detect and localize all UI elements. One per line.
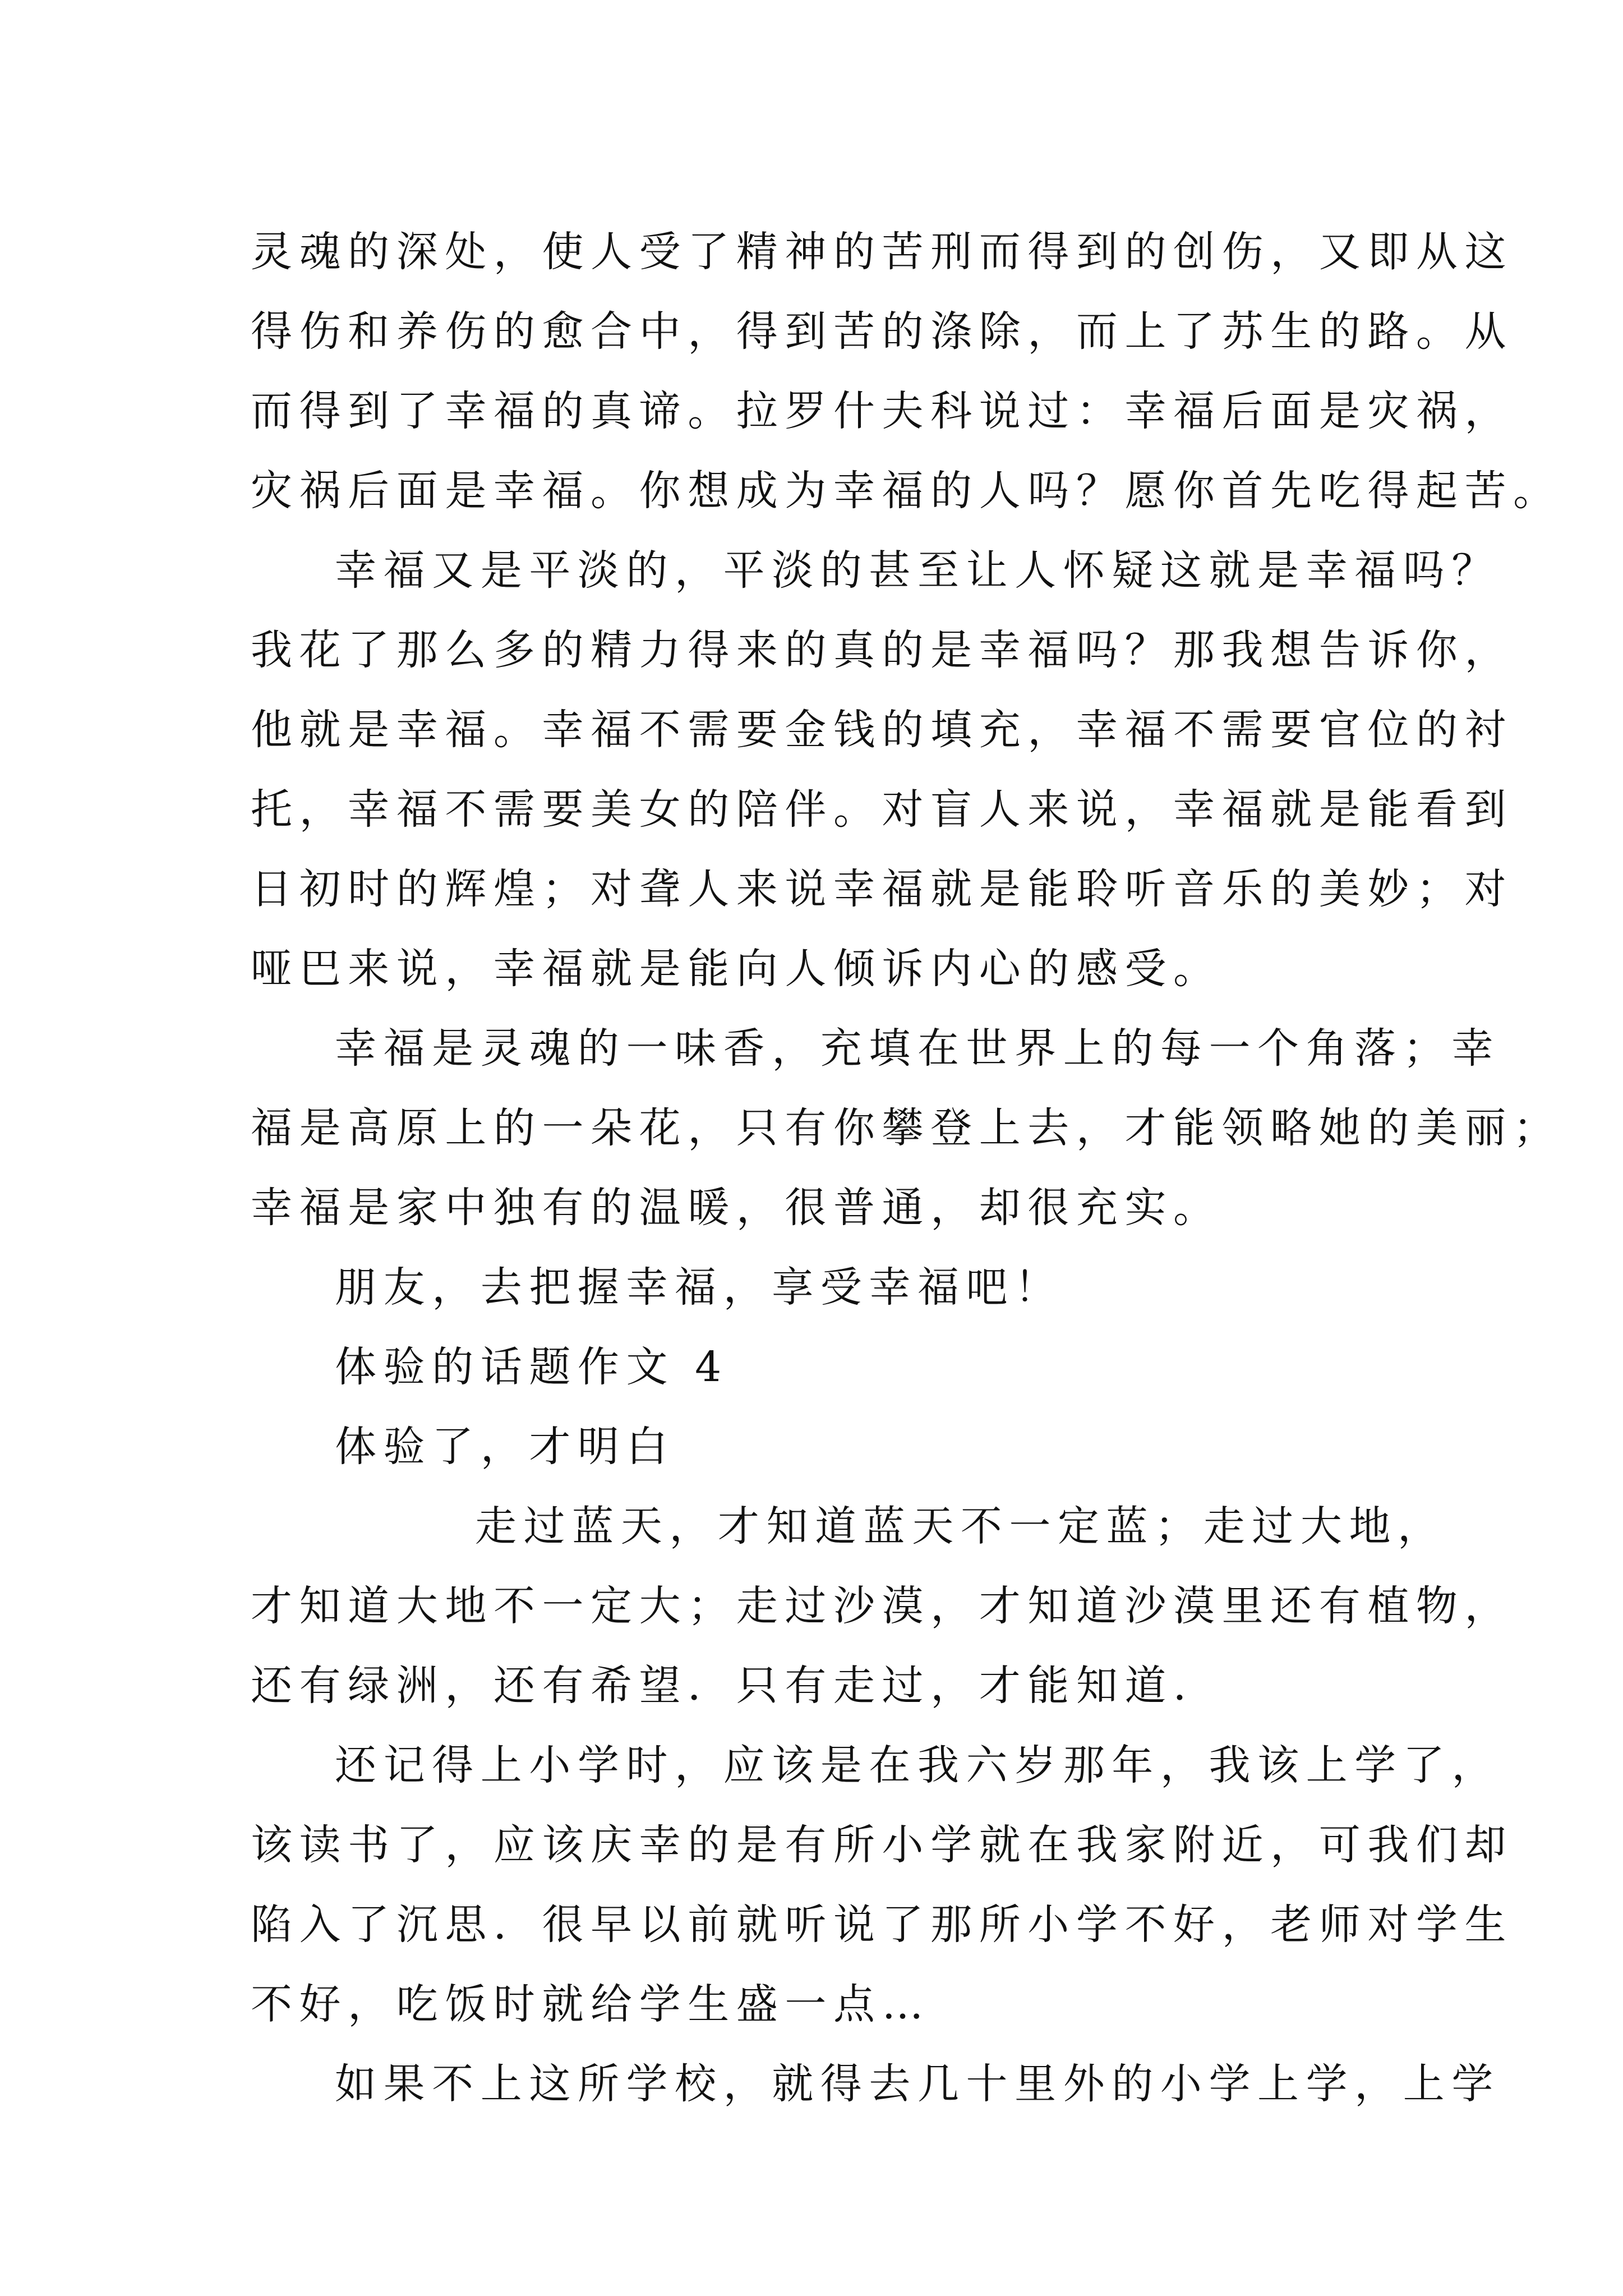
paragraph-first-line: 幸福是灵魂的一味香，充填在世界上的每一个角落；幸 [335,1024,1500,1073]
text-line: 他就是幸福。幸福不需要金钱的填充，幸福不需要官位的衬 [251,706,1514,754]
text-line: 还有绿洲，还有希望．只有走过，才能知道． [251,1662,1222,1710]
text-line: 该读书了，应该庆幸的是有所小学就在我家附近，可我们却 [251,1821,1514,1869]
text-line: 托，幸福不需要美女的陪伴。对盲人来说，幸福就是能看到 [251,785,1514,834]
text-line: 不好，吃饭时就给学生盛一点… [251,1980,931,2028]
text-line: 陷入了沉思．很早以前就听说了那所小学不好，老师对学生 [251,1901,1514,1949]
text-line: 哑巴来说，幸福就是能向人倾诉内心的感受。 [251,945,1222,993]
text-line: 而得到了幸福的真谛。拉罗什夫科说过：幸福后面是灾祸， [251,387,1514,435]
paragraph-first-line: 还记得上小学时，应该是在我六岁那年，我该上学了， [335,1741,1500,1789]
text-line: 幸福是家中独有的温暖，很普通，却很充实。 [251,1184,1222,1232]
paragraph-first-line: 走过蓝天，才知道蓝天不一定蓝；走过大地， [475,1502,1446,1550]
document-body [251,212,1562,2124]
essay-title: 体验了，才明白 [335,1423,675,1471]
text-line: 日初时的辉煌；对聋人来说幸福就是能聆听音乐的美妙；对 [251,865,1514,913]
text-line: 灵魂的深处，使人受了精神的苦刑而得到的创伤，又即从这 [251,228,1514,276]
paragraph-first-line: 幸福又是平淡的，平淡的甚至让人怀疑这就是幸福吗？ [335,546,1500,595]
paragraph-first-line: 如果不上这所学校，就得去几十里外的小学上学，上学 [335,2060,1500,2108]
paragraph-first-line: 朋友，去把握幸福，享受幸福吧！ [335,1263,1063,1312]
section-heading: 体验的话题作文 4 [335,1343,728,1391]
text-line: 才知道大地不一定大；走过沙漠，才知道沙漠里还有植物， [251,1582,1514,1630]
text-line: 灾祸后面是幸福。你想成为幸福的人吗？愿你首先吃得起苦。 [251,467,1562,515]
text-line: 得伤和养伤的愈合中，得到苦的涤除，而上了苏生的路。从 [251,307,1514,356]
text-line: 福是高原上的一朵花，只有你攀登上去，才能领略她的美丽； [251,1104,1562,1152]
text-line: 我花了那么多的精力得来的真的是幸福吗？那我想告诉你， [251,626,1514,674]
